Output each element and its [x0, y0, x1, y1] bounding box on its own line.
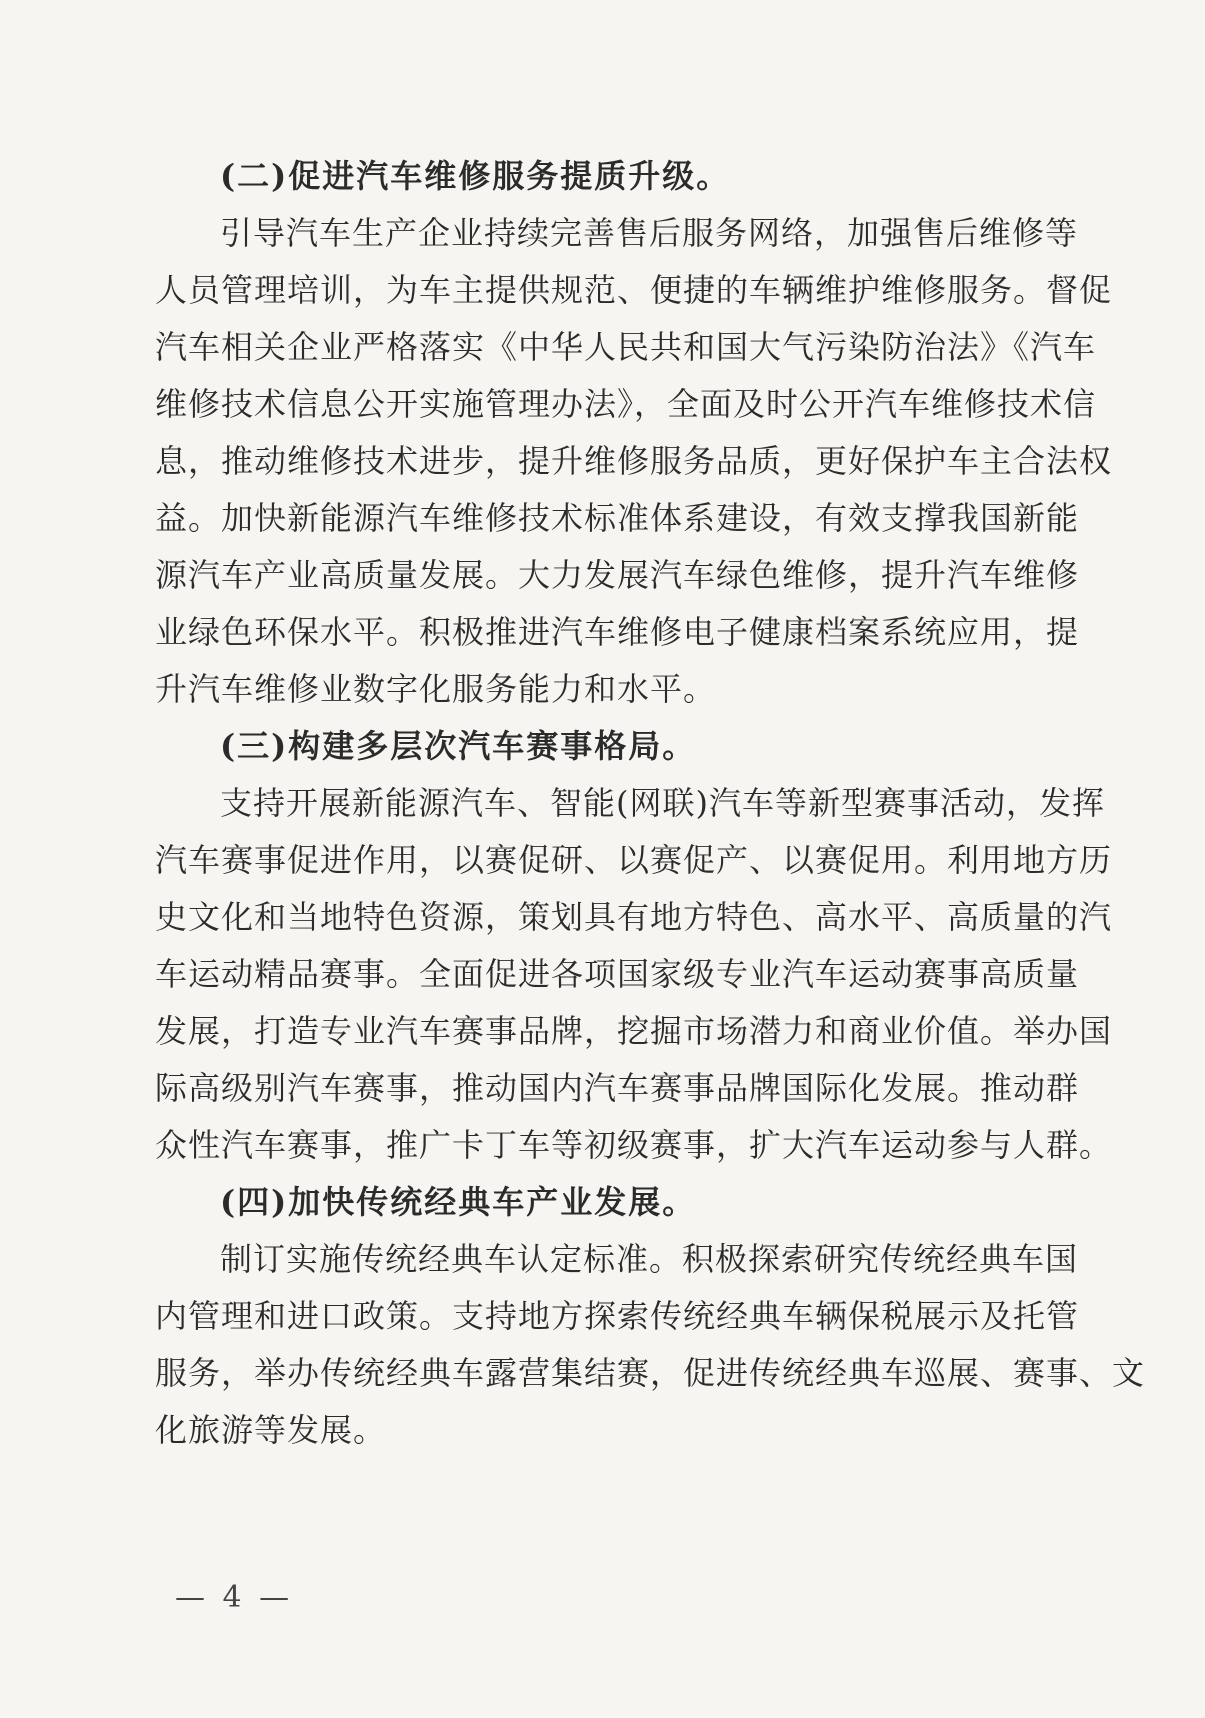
document-body [155, 148, 1146, 1459]
text-line: 业绿色环保水平。积极推进汽车维修电子健康档案系统应用，提 [155, 613, 1080, 651]
text-line: 息，推动维修技术进步，提升维修服务品质，更好保护车主合法权 [155, 442, 1113, 480]
text-line: 发展，打造专业汽车赛事品牌，挖掘市场潜力和商业价值。举办国 [155, 1012, 1113, 1050]
text-line: 升汽车维修业数字化服务能力和水平。 [155, 670, 717, 708]
section-heading: (二)促进汽车维修服务提质升级。 [220, 157, 731, 195]
section-heading: (三)构建多层次汽车赛事格局。 [220, 727, 697, 765]
text-line: 源汽车产业高质量发展。大力发展汽车绿色维修，提升汽车维修 [155, 556, 1080, 594]
text-line: 车运动精品赛事。全面促进各项国家级专业汽车运动赛事高质量 [155, 955, 1080, 993]
text-line: 内管理和进口政策。支持地方探索传统经典车辆保税展示及托管 [155, 1297, 1080, 1335]
text-line: 引导汽车生产企业持续完善售后服务网络，加强售后维修等 [220, 214, 1079, 252]
text-line: 制订实施传统经典车认定标准。积极探索研究传统经典车国 [220, 1240, 1079, 1278]
section-heading: (四)加快传统经典车产业发展。 [220, 1183, 697, 1221]
text-line: 汽车相关企业严格落实《中华人民共和国大气污染防治法》《汽车 [155, 328, 1097, 366]
page-number: — 4 — [175, 1580, 294, 1615]
text-line: 众性汽车赛事，推广卡丁车等初级赛事，扩大汽车运动参与人群。 [155, 1126, 1113, 1164]
text-line: 际高级别汽车赛事，推动国内汽车赛事品牌国际化发展。推动群 [155, 1069, 1080, 1107]
text-line: 维修技术信息公开实施管理办法》，全面及时公开汽车维修技术信 [155, 385, 1097, 423]
text-line: 支持开展新能源汽车、智能(网联)汽车等新型赛事活动，发挥 [220, 784, 1105, 822]
text-line: 化旅游等发展。 [155, 1411, 387, 1449]
text-line: 益。加快新能源汽车维修技术标准体系建设，有效支撑我国新能 [155, 499, 1080, 537]
text-line: 史文化和当地特色资源，策划具有地方特色、高水平、高质量的汽 [155, 898, 1113, 936]
text-line: 汽车赛事促进作用，以赛促研、以赛促产、以赛促用。利用地方历 [155, 841, 1113, 879]
text-line: 服务，举办传统经典车露营集结赛，促进传统经典车巡展、赛事、文 [155, 1354, 1146, 1392]
text-line: 人员管理培训，为车主提供规范、便捷的车辆维护维修服务。督促 [155, 271, 1113, 309]
